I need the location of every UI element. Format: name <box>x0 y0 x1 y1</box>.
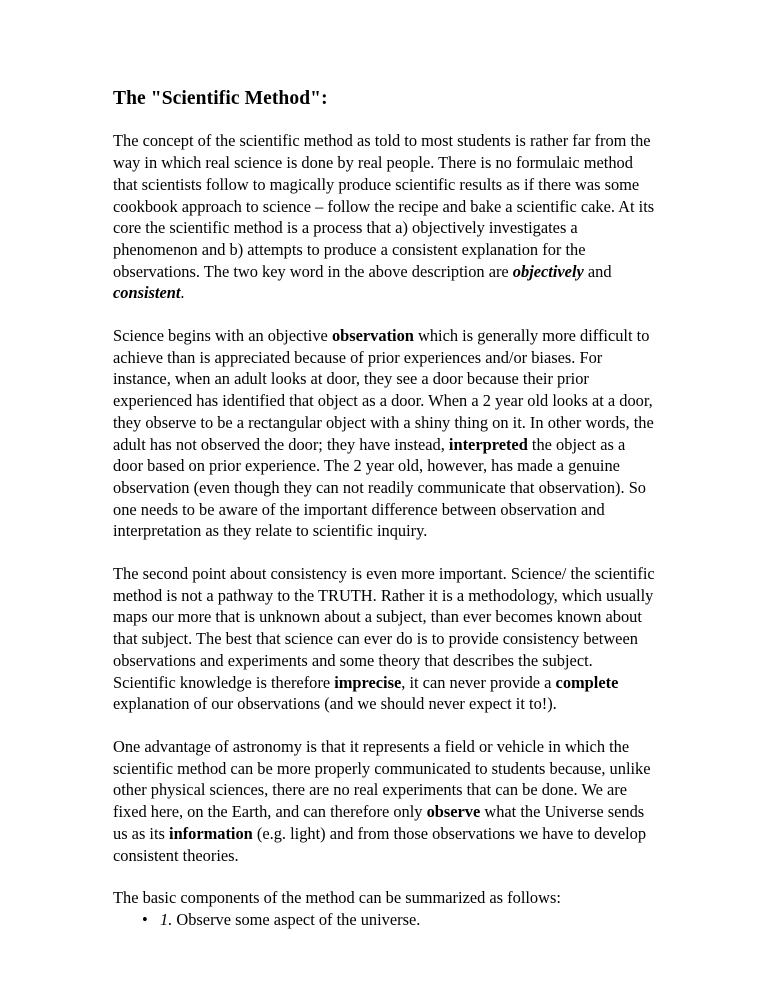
paragraph-intro: The concept of the scientific method as told to most students is rather far from the way in which real science is done by real people. There is no formulaic method that scientists follow to magically produce scientific results as if there was some cookbook approach to science – follow the recipe and bake a scientific cake. At its core the scientific method is a process that a) objectively investigates a phenomenon and b) attempts to produce a consistent explanation for the observations. The two key word in the above description are objectively and consistent. <box>113 131 655 303</box>
list-item <box>113 909 655 931</box>
bullet-dot-icon: • <box>142 909 148 929</box>
paragraph-astronomy: One advantage of astronomy is that it represents a field or vehicle in which the scientific method can be more properly communicated to students because, unlike other physical sciences, there are no real experiments that can be done. We are fixed here, on the Earth, and can therefore only observe what the Universe sends us as its information (e.g. light) and from those observations we have to develop consistent theories. <box>113 737 651 865</box>
method-components-list <box>113 909 655 931</box>
document-body <box>113 130 655 909</box>
paragraph-observation: Science begins with an objective observation which is generally more difficult to achieve than is appreciated because of prior experiences and/or biases. For instance, when an adult looks at door, they see a door because their prior experienced has identified that object as a door. When a 2 year old looks at a door, they observe to be a rectangular object with a shiny thing on it. In other words, the adult has not observed the door; they have instead, interpreted the object as a door based on prior experience. The 2 year old, however, has made a genuine observation (even though they can not readily communicate that observation). So one needs to be aware of the important difference between observation and interpretation as they relate to scientific inquiry. <box>113 326 654 541</box>
paragraph-consistency: The second point about consistency is even more important. Science/ the scientific method is not a pathway to the TRUTH. Rather it is a methodology, which usually maps our more that is unknown about a subject, than ever becomes known about that subject. The best that science can ever do is to provide consistency between observations and experiments and some theory that describes the subject. Scientific knowledge is therefore imprecise, it can never provide a complete explanation of our observations (and we should never expect it to!). <box>113 564 655 714</box>
list-item-label: 1. Observe some aspect of the universe. <box>160 909 421 929</box>
page-title: The "Scientific Method": <box>113 88 328 109</box>
paragraph-summary-lead: The basic components of the method can be summarized as follows: <box>113 888 561 908</box>
